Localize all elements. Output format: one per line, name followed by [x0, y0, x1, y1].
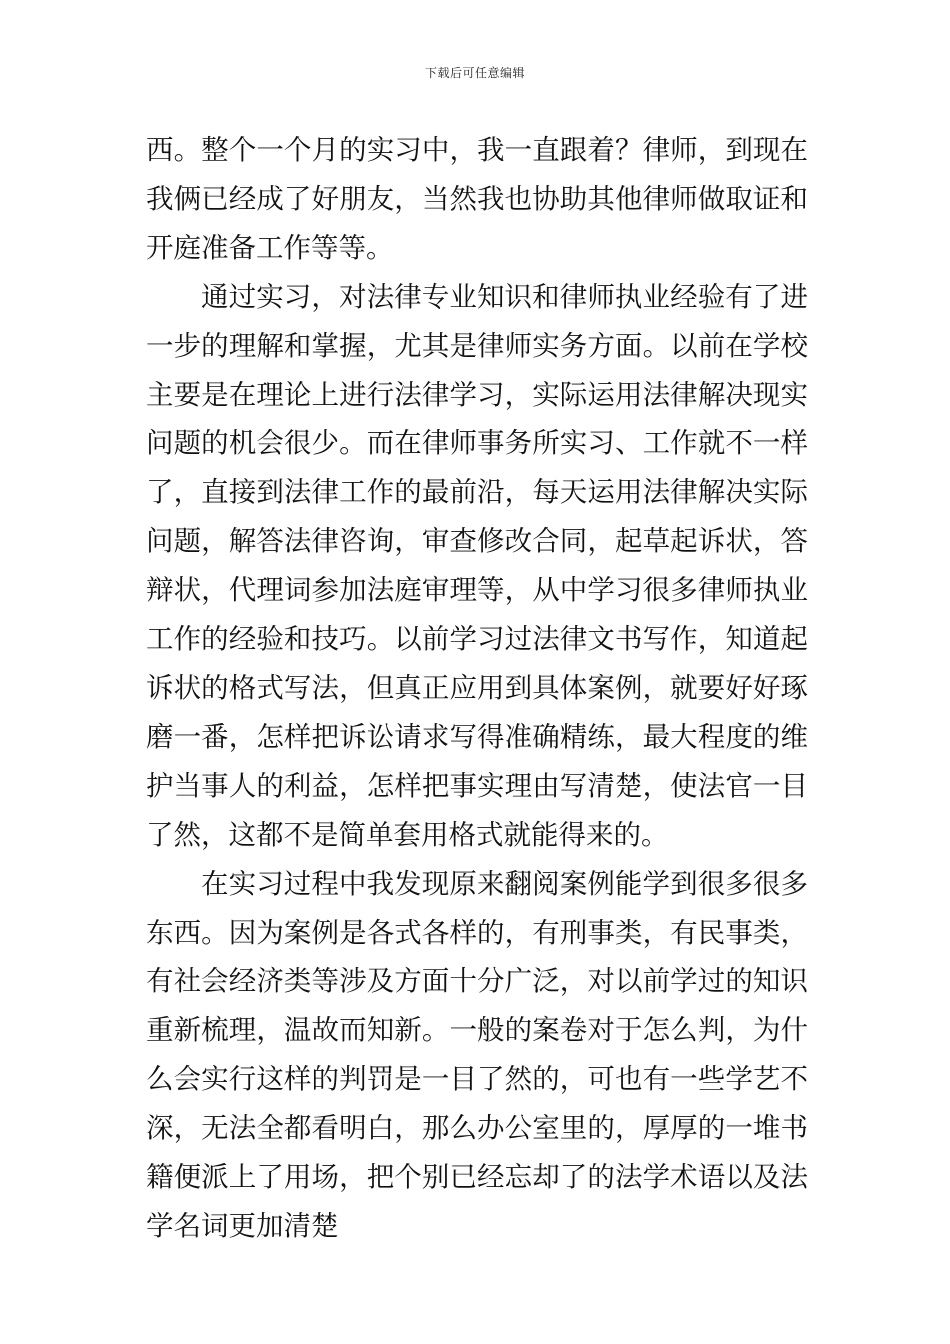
document-body [146, 126, 808, 1251]
page-header: 下载后可任意编辑 [424, 66, 525, 80]
paragraph-continuation: 西。整个一个月的实习中，我一直跟着？律师，到现在我俩已经成了好朋友，当然我也协助其他律师做取证和开庭准备工作等等。 [146, 134, 808, 264]
paragraph-case-study: 在实习过程中我发现原来翻阅案例能学到很多很多东西。因为案例是各式各样的，有刑事类，有民事类，有社会经济类等涉及方面十分广泛，对以前学过的知识重新梳理，温故而知新。一般的案卷对于怎么判，为什么会实行这样的判罚是一目了然的，可也有一些学艺不深，无法全都看明白，那么办公室里的，厚厚的一堆书籍便派上了用场，把个别已经忘却了的法学术语以及法学名词更加清楚 [146, 867, 808, 1242]
paragraph-internship-experience: 通过实习，对法律专业知识和律师执业经验有了进一步的理解和掌握，尤其是律师实务方面。以前在学校主要是在理论上进行法律学习，实际运用法律解决现实问题的机会很少。而在律师事务所实习、工作就不一样了，直接到法律工作的最前沿，每天运用法律解决实际问题，解答法律咨询，审查修改合同，起草起诉状，答辩状，代理词参加法庭审理等，从中学习很多律师执业工作的经验和技巧。以前学习过法律文书写作，知道起诉状的格式写法，但真正应用到具体案例，就要好好琢磨一番，怎样把诉讼请求写得准确精练，最大程度的维护当事人的利益，怎样把事实理由写清楚，使法官一目了然，这都不是简单套用格式就能得来的。 [146, 280, 808, 851]
